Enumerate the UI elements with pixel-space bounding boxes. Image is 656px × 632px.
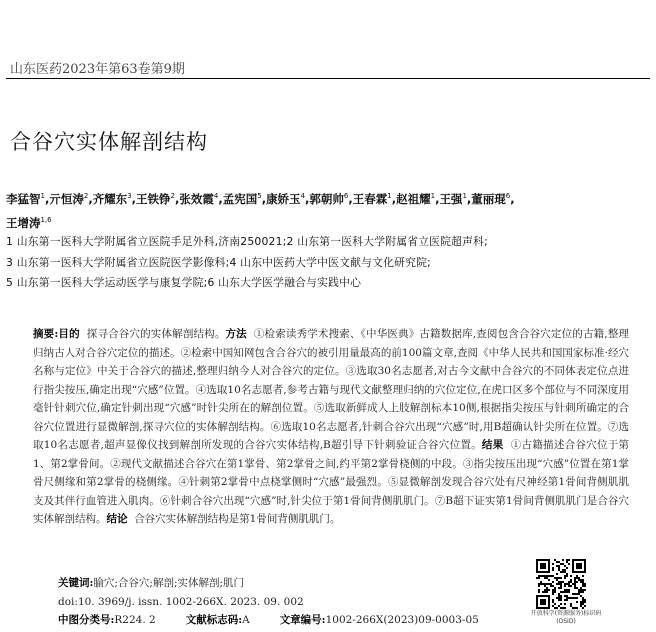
conclusion-text: 合谷穴实体解剖结构是第1骨间背侧肌肌门。 (134, 513, 341, 525)
author-affiliation-mark: 4 (213, 192, 219, 200)
purpose-label: 目的 (58, 328, 80, 340)
author-affiliation-mark: 2 (170, 192, 175, 200)
author-affiliation-mark: 1 (387, 192, 392, 200)
abstract-label: 摘要: (33, 328, 59, 340)
author-name: 亓恒涛 (49, 191, 84, 206)
method-text: ①检索读秀学术搜索、《中华医典》古籍数据库,查阅包含合谷穴定位的古籍,整理归纳古人对合谷穴定位的描述。②检索中国知网包含合谷穴的被引用量最高的前100篇文章,查阅《中华人民共和国国家标准·经穴名称与定位》中关于合谷穴的描述,整理归纳今人对合谷穴的定位。③选取30名志愿者,对古今文献中合谷穴的不同体表定位点进行指尖按压,确定出现“穴感”位置。④选取10名志愿者,参考古籍与现代文献整理归纳的穴位定位,在虎口区多个部位与不同深度用毫针针刺穴位,确定针刺出现“穴感”时针尖所在的解剖位置。⑤选取新鲜成人上肢解剖标本10侧,根据指尖按压与针刺所确定的合谷穴位置进行显微解剖,探寻穴位的实体解剖结构。⑥选取10名志愿者,针刺合谷穴出现“穴感”时,用B超确认针尖所在位置。⑦选取10名志愿者,超声显像仪找到解剖所发现的合谷穴实体结构,B超引导下针刺验证合谷穴位置。 (33, 328, 629, 451)
author-name: 王强 (439, 191, 463, 206)
author-affiliation-mark: 3 (127, 192, 132, 200)
author-affiliation-mark: 4 (300, 192, 306, 200)
author-affiliation-mark: 1 (430, 192, 436, 200)
author-name: 郭朝帅 (309, 191, 344, 206)
article-no-value: 1002-266X(2023)09-0003-05 (325, 614, 479, 626)
author-affiliation-mark: 1 (462, 192, 467, 200)
article-no-label: 文章编号: (279, 614, 326, 626)
method-label: 方法 (225, 328, 247, 340)
author-name: 王铁铮 (136, 191, 171, 206)
header-rule (6, 78, 650, 79)
doc-code-value: A (242, 614, 250, 626)
journal-header: 山东医药2023年第63卷第9期 (10, 62, 185, 77)
doc-code-label: 文献标志码: (185, 614, 243, 626)
purpose-text: 探寻合谷穴的实体解剖结构。 (86, 328, 226, 340)
affiliation-line: 5 山东第一医科大学运动医学与康复学院;6 山东大学医学融合与实践中心 (6, 276, 362, 289)
author-name: 李猛智 (6, 191, 41, 206)
author-affiliation-mark: 5 (257, 192, 262, 200)
clc-label: 中图分类号: (58, 614, 115, 626)
author-name: 孟宪国 (222, 191, 258, 206)
author-name: 张效霞 (179, 191, 214, 206)
clc-value: R224. 2 (114, 614, 156, 626)
abstract (33, 325, 629, 529)
classification-row (58, 611, 479, 630)
author-affiliation-mark: 1 (40, 192, 45, 200)
author-name: 赵祖耀 (396, 191, 431, 206)
affiliation-line: 3 山东第一医科大学附属省立医院医学影像科;4 山东中医药大学中医文献与文化研究院; (6, 255, 431, 269)
paper-title: 合谷穴实体解剖结构 (10, 130, 208, 154)
article-metadata (58, 574, 479, 630)
author-name: 王增涛 (6, 215, 41, 230)
result-label: 结果 (481, 439, 504, 451)
qr-code-icon (536, 559, 586, 609)
keywords-label: 关键词: (58, 577, 94, 589)
qr-caption: 开放科学(资源服务)标识码(OSID) (530, 610, 602, 625)
author-name: 齐耀东 (92, 191, 128, 206)
author-affiliation-mark: 2 (83, 192, 89, 200)
affiliation-line: 1 山东第一医科大学附属省立医院手足外科,济南250021;2 山东第一医科大学附属省立医院超声科; (6, 235, 489, 248)
author-line-1: 李猛智$^1$,亓恒涛$^2$,齐耀东$^3$,王铁铮$^2$,张效霞$^4$,孟宪国$^5$,康娇玉$^4$,郭朝帅$^6$,王春霖$^1$,赵祖耀$^1$,王强$^1$,董丽琨$^6$, (6, 191, 515, 206)
doi: doi:10. 3969/j. issn. 1002-266X. 2023. 09. 002 (58, 595, 304, 608)
keywords (58, 574, 479, 593)
author-name: 董丽琨 (471, 191, 506, 206)
author-affiliation-mark: 1,6 (40, 215, 52, 224)
conclusion-label: 结论 (106, 513, 128, 525)
author-line-2 (6, 210, 646, 234)
affiliations (6, 232, 646, 294)
author-list (6, 186, 646, 234)
author-affiliation-mark: 6 (505, 192, 511, 200)
result-text: ①古籍描述合谷穴位于第1、第2掌骨间。②现代文献描述合谷穴在第1掌骨、第2掌骨之间,约平第2掌骨桡侧的中段。③指尖按压出现“穴感”位置在第1掌骨尺侧缘和第2掌骨的桡侧缘。④针刺第2掌骨中点桡掌侧时“穴感”最强烈。⑤显微解剖发现合谷穴处有尺神经第1骨间背侧肌肌支及其伴行血管进入肌肉。⑥针刺合谷穴出现“穴感”时,针尖位于第1骨间背侧肌肌门。⑦B超下证实第1骨间背侧肌肌门是合谷穴实体解剖结构。 (33, 439, 629, 525)
author-name: 康娇玉 (266, 191, 301, 206)
author-affiliation-mark: 6 (343, 192, 349, 200)
author-name: 王春霖 (352, 191, 388, 206)
keywords-value: 腧穴;合谷穴;解剖;实体解剖;肌门 (93, 577, 245, 589)
